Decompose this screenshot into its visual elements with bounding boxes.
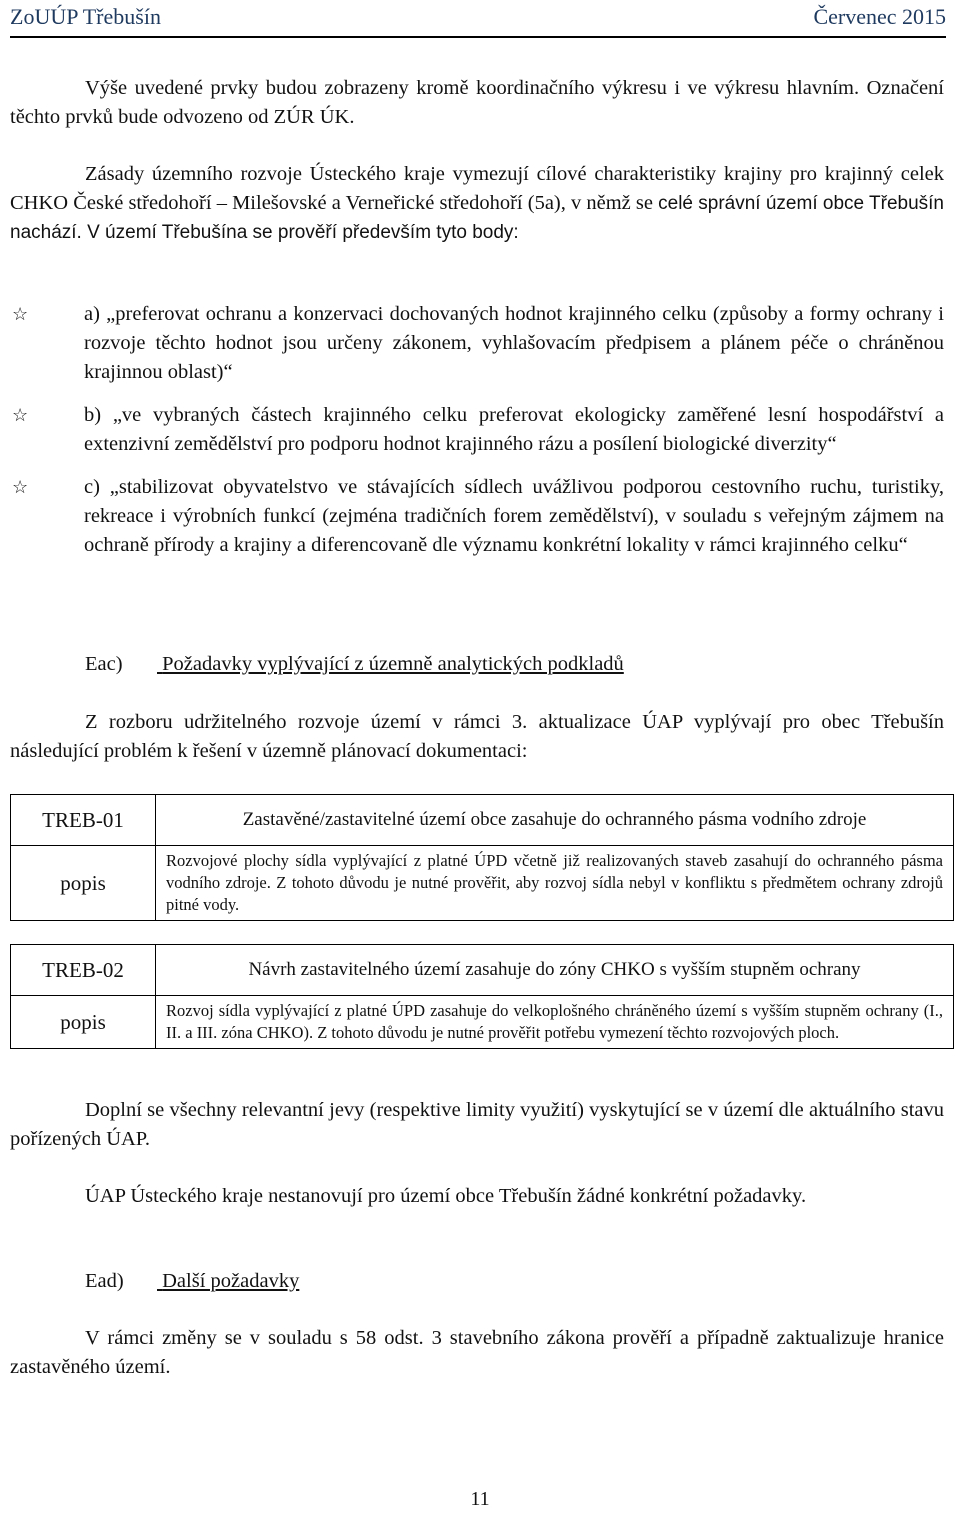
problem-title: Zastavěné/zastavitelné území obce zasahuje do ochranného pásma vodního zdroje [156,795,954,846]
bullet-marker-icon: ☆ [12,304,29,324]
list-item [10,473,944,560]
intro-paragraph-1: Výše uvedené prvky budou zobrazeny kromě koordinačního výkresu i ve výkresu hlavním. Označení těchto prvků bude odvozeno od ZÚR ÚK. [10,77,944,128]
intro-paragraph-2-sans: celé správní území obce Třebušín nachází. V území Třebušína se prověří především tyto body: [10,193,944,243]
eac-paragraph: Z rozboru udržitelného rozvoje území v rámci 3. aktualizace ÚAP vyplývají pro obec Třebušín následující problém k řešení v územně plánovací dokumentaci: [10,711,944,762]
ead-paragraph: V rámci změny se v souladu s 58 odst. 3 stavebního zákona prověří a případně zaktualizuje hranice zastavěného území. [10,1327,944,1378]
problem-code: TREB-02 [11,945,156,996]
problem-label: popis [11,996,156,1049]
intro-paragraph-2 [10,160,944,247]
section-heading-eac [85,650,624,679]
problem-description: Rozvojové plochy sídla vyplývající z platné ÚPD včetně již realizovaných staveb zasahují do ochranného pásma vodního zdroje. Z tohoto důvodu je nutné prověřit, aby rozvoj sídla nebyl v konfliktu s předmětem ochrany zdrojů pitné vody. [156,846,954,921]
problem-table-treb-01 [10,794,954,921]
bullet-marker-icon: ☆ [12,477,29,497]
requirements-list [10,300,944,560]
problem-label: popis [11,846,156,921]
problem-table-treb-02 [10,944,954,1049]
problem-code: TREB-01 [11,795,156,846]
header-document-title: ZoUÚP Třebušín [10,4,161,29]
page-header [10,2,946,38]
list-item-text: a) „preferovat ochranu a konzervaci dochovaných hodnot krajinného celku (způsoby a formy ochrany i rozvoje těchto hodnot jsou určeny zákonem, vyhlašovacím předpisem a plánem péče o chráněnou krajinnou oblast)“ [84,303,944,383]
intro-paragraph-2-serif: Zásady územního rozvoje Ústeckého kraje vymezují cílové charakteristiky krajiny pro krajinný celek CHKO České středohoří – Milešovské a Verneřické středohoří (5a), v němž se [10,163,944,214]
bullet-marker-icon: ☆ [12,405,29,425]
section-code: Eac) [85,653,123,675]
list-item-text: b) „ve vybraných částech krajinného celku preferovat ekologicky zaměřené lesní hospodářství a extenzivní zemědělství pro podporu hodnot krajinného rázu a posílení biologické diverzity“ [84,404,944,455]
after-table-paragraph-1: Doplní se všechny relevantní jevy (respektive limity využití) vyskytující se v území dle aktuálního stavu pořízených ÚAP. [10,1099,944,1150]
after-table-paragraph-2: ÚAP Ústeckého kraje nestanovují pro území obce Třebušín žádné konkrétní požadavky. [85,1185,807,1207]
list-item-text: c) „stabilizovat obyvatelstvo ve stávajících sídlech uvážlivou podporou cestovního ruchu, turistiky, rekreace i výrobních funkcí (zejména tradičních forem zemědělství), v souladu s veřejným zájmem na ochraně přírody a krajiny a diferencovaně dle významu konkrétní lokality v rámci krajinného celku“ [84,476,944,556]
section-heading-ead [85,1267,299,1296]
section-title: Požadavky vyplývající z územně analytických podkladů [162,653,624,675]
section-code: Ead) [85,1270,124,1292]
problem-title: Návrh zastavitelného území zasahuje do zóny CHKO s vyšším stupněm ochrany [156,945,954,996]
list-item [10,401,944,459]
section-title: Další požadavky [162,1270,300,1292]
header-date: Červenec 2015 [813,4,946,29]
list-item [10,300,944,387]
page-number: 11 [470,1488,490,1510]
problem-description: Rozvoj sídla vyplývající z platné ÚPD zasahuje do velkoplošného chráněného území s vyšším stupněm ochrany (I., II. a III. zóna CHKO). Z tohoto důvodu je nutné prověřit potřebu vymezení těchto rozvojových ploch. [156,996,954,1049]
